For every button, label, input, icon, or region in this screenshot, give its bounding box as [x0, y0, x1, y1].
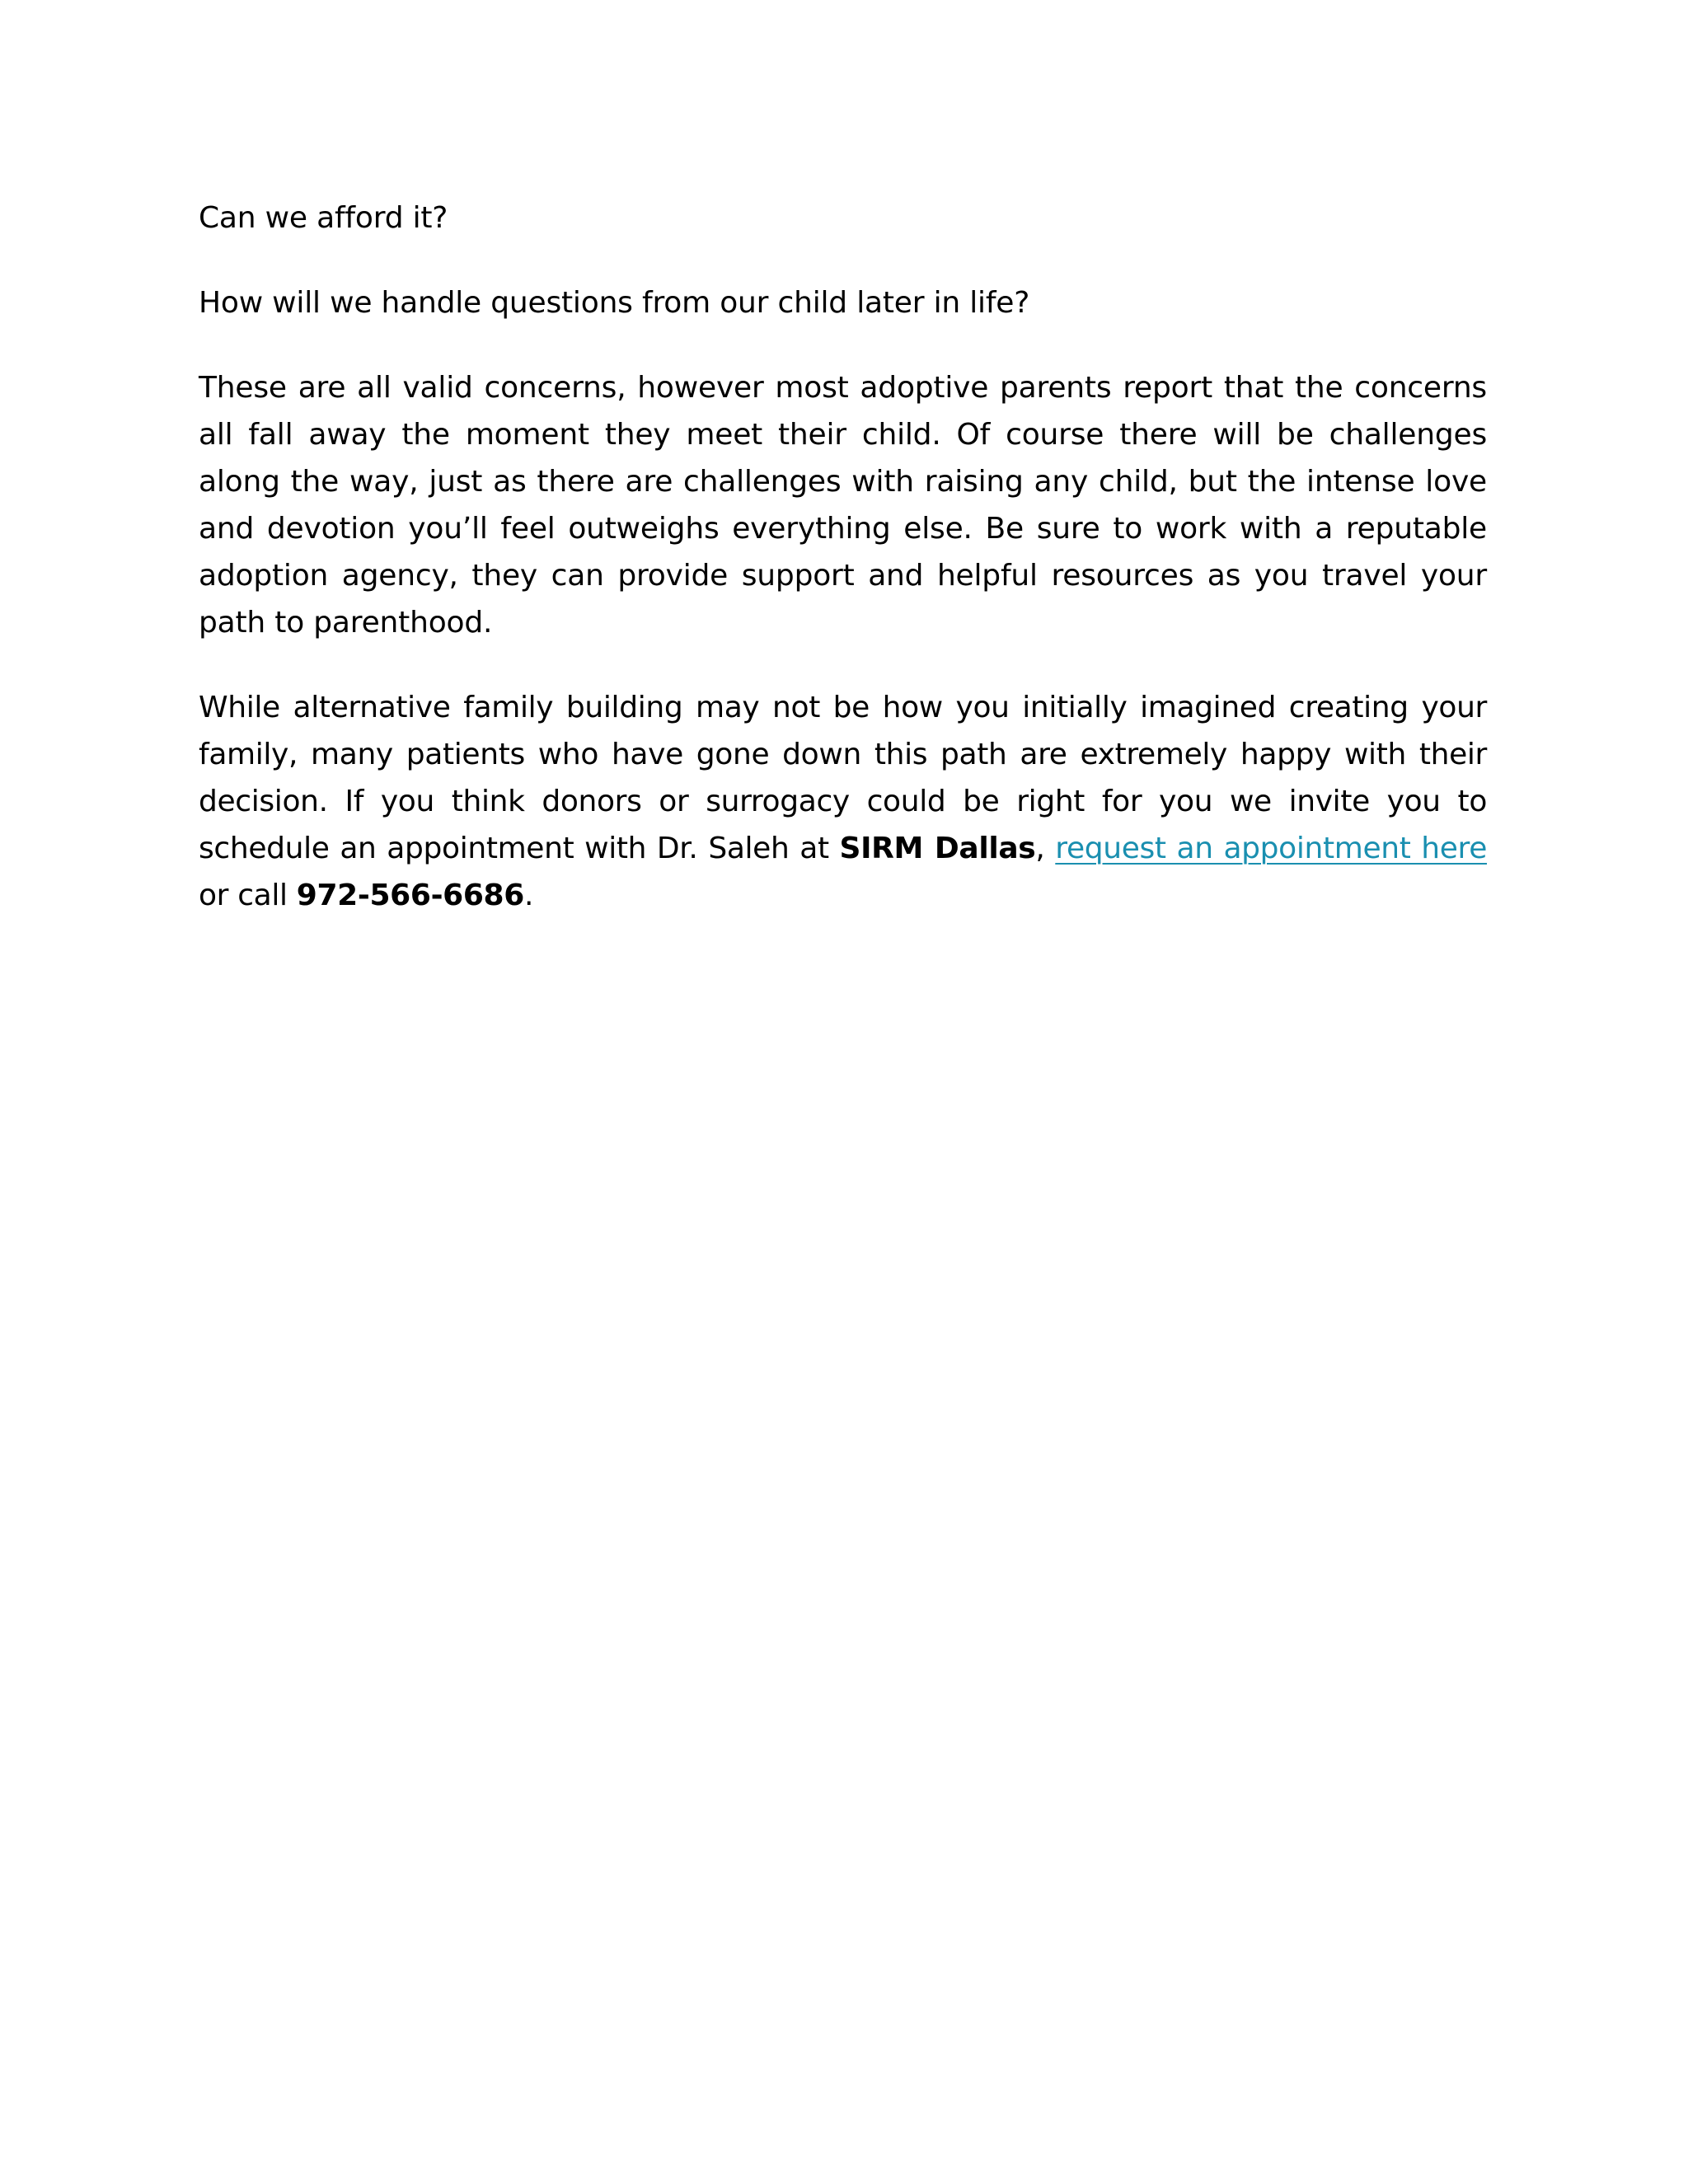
comma-separator: , — [1035, 832, 1056, 865]
paragraph-text-call: or call — [199, 879, 297, 912]
clinic-name: SIRM Dallas — [839, 832, 1036, 865]
phone-number: 972-566-6686 — [296, 879, 524, 912]
paragraph-text-intro: While alternative family building may not be how you initially imagined creating your family, many patients who have gone down this path are extremely happy with their decision. If you think donors or surrogacy could be right for you we invite you to schedule an appointment with Dr. Saleh at — [199, 691, 1487, 865]
request-appointment-link[interactable]: request an appointment here — [1055, 832, 1487, 865]
sentence-end: . — [523, 879, 534, 912]
paragraph-alternative-family — [199, 684, 1487, 919]
question-afford: Can we afford it? — [199, 201, 448, 235]
question-child-later: How will we handle questions from our child later in life? — [199, 286, 1030, 320]
paragraph-concerns: These are all valid concerns, however most adoptive parents report that the concerns all fall away the moment they meet their child. Of course there will be challenges along the way, just as there are challenges with raising any child, but the intense love and devotion you’ll feel outweighs everything else. Be sure to work with a reputable adoption agency, they can provide support and helpful resources as you travel your path to parenthood. — [199, 371, 1487, 640]
document-body — [199, 194, 1487, 957]
